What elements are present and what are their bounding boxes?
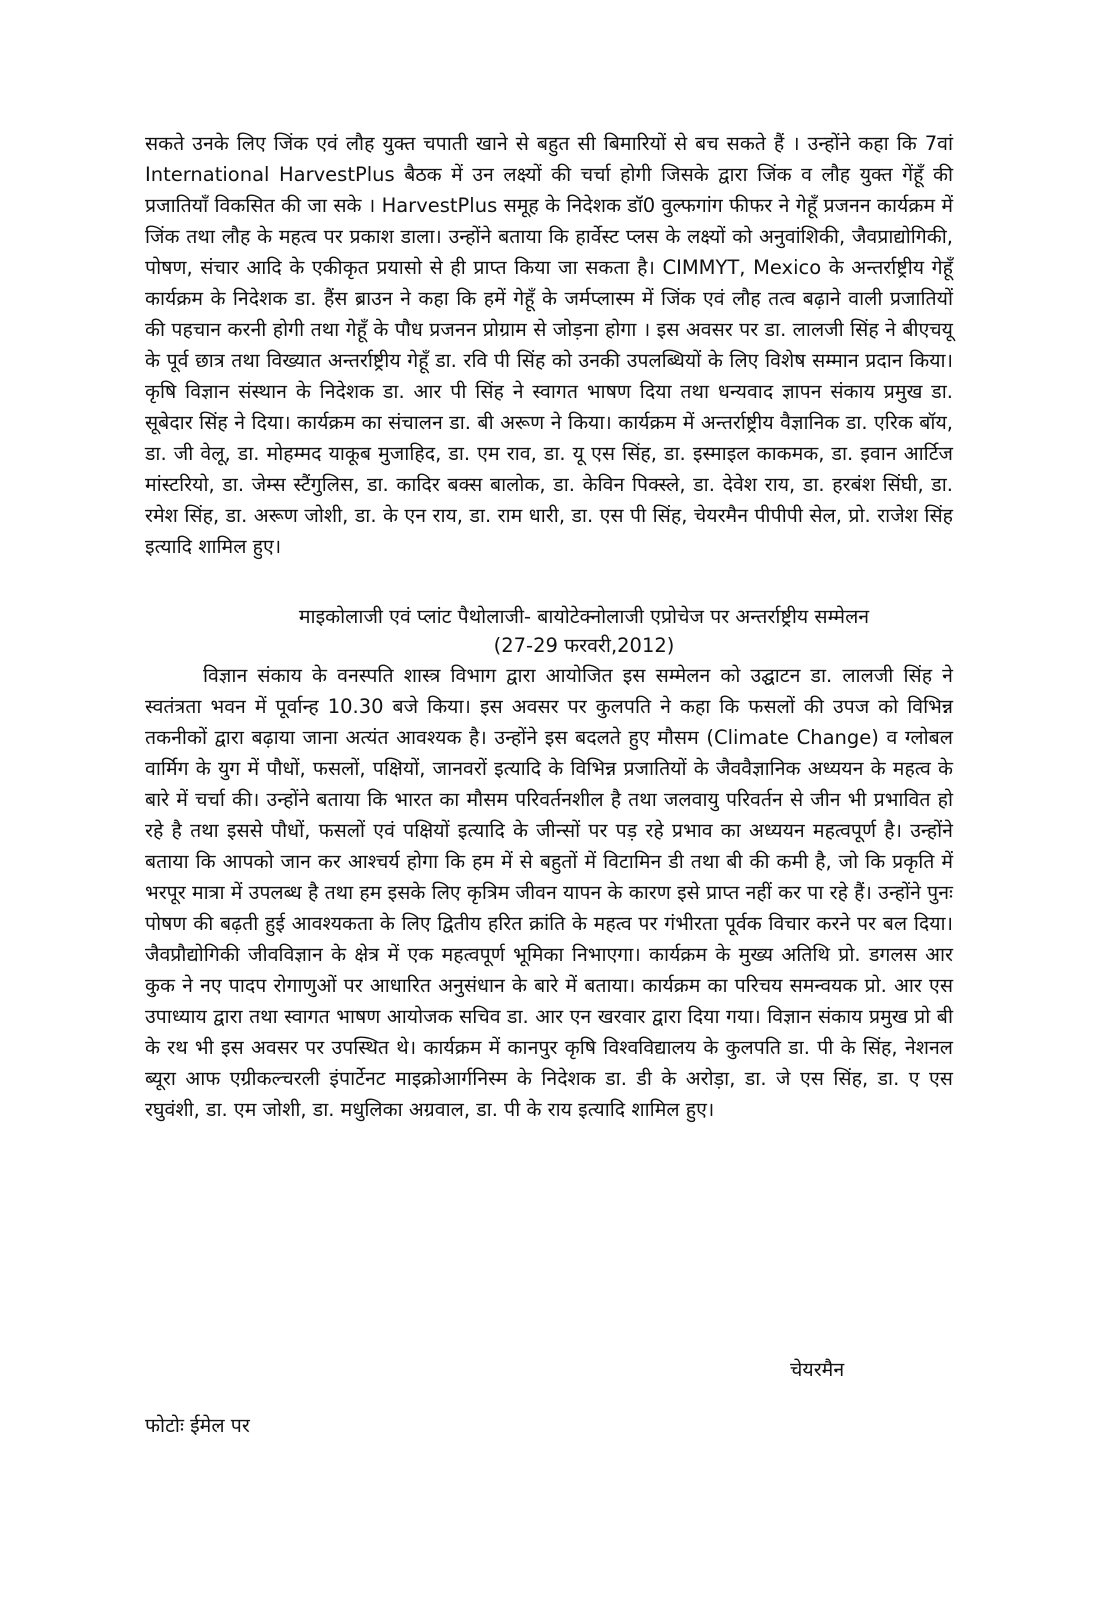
section-heading bbox=[145, 602, 953, 660]
footer-photo-note: फोटोः ईमेल पर bbox=[145, 1414, 250, 1437]
document-body bbox=[145, 128, 953, 1125]
paragraph-harvestplus-meeting: सकते उनके लिए जिंक एवं लौह युक्त चपाती खाने से बहुत सी बिमारियों से बच सकते हैं । उन्होंने कहा कि 7वां International HarvestPlus बैठक में उन लक्ष्यों की चर्चा होगी जिसके द्वारा जिंक व लौह युक्त गेंहूँ की प्रजातियाँ विकसित की जा सके । HarvestPlus समूह के निदेशक डॉ0 वुल्फगांग फीफर ने गेहूँ प्रजनन कार्यक्रम में जिंक तथा लौह के महत्व पर प्रकाश डाला। उन्होंने बताया कि हार्वेस्ट प्लस के लक्ष्यों को अनुवांशिकी, जैवप्राद्योगिकी, पोषण, संचार आदि के एकीकृत प्रयासो से ही प्राप्त किया जा सकता है। CIMMYT, Mexico के अन्तर्राष्ट्रीय गेहूँ कार्यक्रम के निदेशक डा. हैंस ब्राउन ने कहा कि हमें गेहूँ के जर्मप्लास्म में जिंक एवं लौह तत्व बढ़ाने वाली प्रजातियों की पहचान करनी होगी तथा गेहूँ के पौध प्रजनन प्रोग्राम से जोड़ना होगा । इस अवसर पर डा. लालजी सिंह ने बीएचयू के पूर्व छात्र तथा विख्यात अन्तर्राष्ट्रीय गेहूँ डा. रवि पी सिंह को उनकी उपलब्धियों के लिए विशेष सम्मान प्रदान किया। कृषि विज्ञान संस्थान के निदेशक डा. आर पी सिंह ने स्वागत भाषण दिया तथा धन्यवाद ज्ञापन संकाय प्रमुख डा. सूबेदार सिंह ने दिया। कार्यक्रम का संचालन डा. बी अरूण ने किया। कार्यक्रम में अन्तर्राष्ट्रीय वैज्ञानिक डा. एरिक बॉय, डा. जी वेलू, डा. मोहम्मद याकूब मुजाहिद, डा. एम राव, डा. यू एस सिंह, डा. इस्माइल काकमक, डा. इवान आर्टिज मांस्टरियो, डा. जेम्स स्टैंगुलिस, डा. कादिर बक्स बालोक, डा. केविन पिक्स्ले, डा. देवेश राय, डा. हरबंश सिंघी, डा. रमेश सिंह, डा. अरूण जोशी, डा. के एन राय, डा. राम धारी, डा. एस पी सिंह, चेयरमैन पीपीपी सेल, प्रो. राजेश सिंह इत्यादि शामिल हुए। bbox=[145, 132, 953, 558]
signature-chairman: चेयरमैन bbox=[790, 1358, 845, 1381]
heading-conference-dates: (27-29 फरवरी,2012) bbox=[493, 634, 675, 657]
heading-conference-title: माइकोलाजी एवं प्लांट पैथोलाजी- बायोटेक्नोलाजी एप्रोचेज पर अन्तर्राष्ट्रीय सम्मेलन bbox=[298, 605, 870, 628]
paragraph-conference: विज्ञान संकाय के वनस्पति शास्त्र विभाग द्वारा आयोजित इस सम्मेलन को उद्घाटन डा. लालजी सिंह ने स्वतंत्रता भवन में पूर्वान्ह 10.30 बजे किया। इस अवसर पर कुलपति ने कहा कि फसलों की उपज को विभिन्न तकनीकों द्वारा बढ़ाया जाना अत्यंत आवश्यक है। उन्होंने इस बदलते हुए मौसम (Climate Change) व ग्लोबल वार्मिग के युग में पौधों, फसलों, पक्षियों, जानवरों इत्यादि के विभिन्न प्रजातियों के जैववैज्ञानिक अध्ययन के महत्व के बारे में चर्चा की। उन्होंने बताया कि भारत का मौसम परिवर्तनशील है तथा जलवायु परिवर्तन से जीन भी प्रभावित हो रहे है तथा इससे पौधों, फसलों एवं पक्षियों इत्यादि के जीन्सों पर पड़ रहे प्रभाव का अध्ययन महत्वपूर्ण है। उन्होंने बताया कि आपको जान कर आश्चर्य होगा कि हम में से बहुतों में विटामिन डी तथा बी की कमी है, जो कि प्रकृति में भरपूर मात्रा में उपलब्ध है तथा हम इसके लिए कृत्रिम जीवन यापन के कारण इसे प्राप्त नहीं कर पा रहे हैं। उन्होंने पुनः पोषण की बढ़ती हुई आवश्यकता के लिए द्वितीय हरित क्रांति के महत्व पर गंभीरता पूर्वक विचार करने पर बल दिया। जैवप्रौद्योगिकी जीवविज्ञान के क्षेत्र में एक महत्वपूर्ण भूमिका निभाएगा। कार्यक्रम के मुख्य अतिथि प्रो. डगलस आर कुक ने नए पादप रोगाणुओं पर आधारित अनुसंधान के बारे में बताया। कार्यक्रम का परिचय समन्वयक प्रो. आर एस उपाध्याय द्वारा तथा स्वागत भाषण आयोजक सचिव डा. आर एन खरवार द्वारा दिया गया। विज्ञान संकाय प्रमुख प्रो बी के रथ भी इस अवसर पर उपस्थित थे। कार्यक्रम में कानपुर कृषि विश्वविद्यालय के कुलपति डा. पी के सिंह, नेशनल ब्यूरा आफ एग्रीकल्चरली इंपार्टेनट माइक्रोआर्गनिस्म के निदेशक डा. डी के अरोड़ा, डा. जे एस सिंह, डा. ए एस रघुवंशी, डा. एम जोशी, डा. मधुलिका अग्रवाल, डा. पी के राय इत्यादि शामिल हुए। bbox=[145, 664, 953, 1121]
